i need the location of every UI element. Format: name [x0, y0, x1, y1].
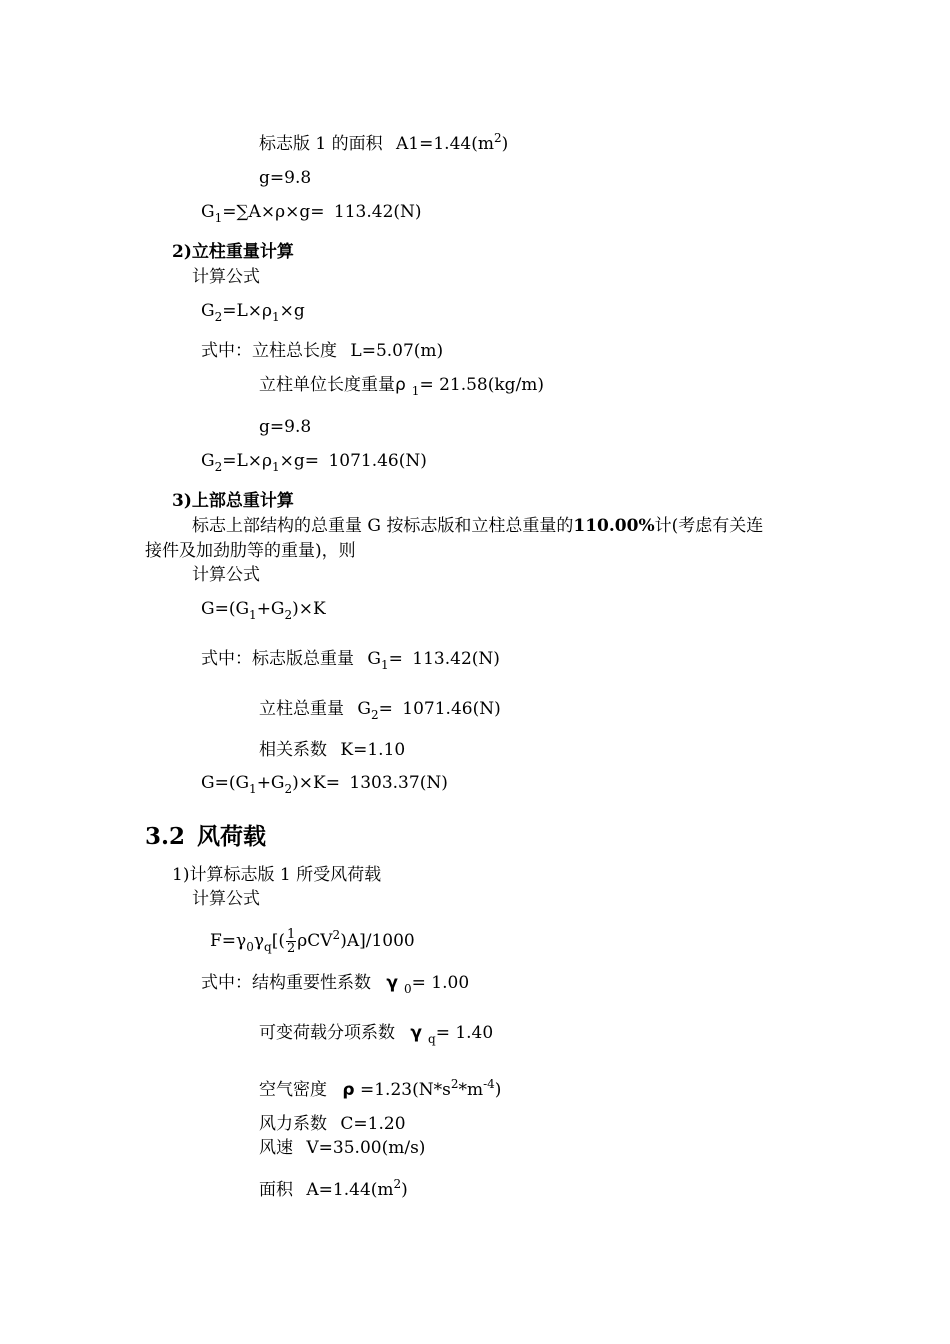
coef-line: 相关系数 K=1.10 [259, 740, 406, 760]
area-line: 面积 $A=1.44(m^2)$ [259, 1177, 408, 1200]
calc-formula-label-3: 计算公式 [192, 889, 260, 909]
gammaq-value: = 1.40 [435, 1023, 494, 1043]
coef-value: K=1.10 [340, 740, 406, 760]
gk-result: 1303.37(N) [349, 773, 448, 793]
board-area-label: 标志版 1 的面积 [259, 134, 383, 154]
calc-formula-label-1: 计算公式 [192, 267, 260, 287]
col-length-value: L=5.07(m) [350, 341, 444, 361]
fraction: $\frac{1}{2}$ [286, 927, 296, 956]
col-unit-weight-line: 立柱单位长度重量ρ $_1$= 21.58(kg/m) [259, 375, 545, 398]
paragraph-line-2: 接件及加劲肋等的重量)，则 [145, 541, 356, 561]
wind-title: 1)计算标志版 1 所受风荷载 [172, 865, 382, 885]
gamma0-line: 式中：结构重要性系数 γ $_0$= 1.00 [201, 973, 470, 996]
gammaq-line: 可变荷载分项系数 γ $_q$= 1.40 [259, 1023, 494, 1046]
g2-result: 1071.46(N) [328, 451, 427, 471]
board-area-line: 标志版 1 的面积 $A1=1.44(m^2)$ [259, 131, 509, 154]
board-area-value: A1=1.44(m [396, 134, 494, 154]
air-density-value: =1.23(N*s [359, 1080, 451, 1100]
gamma0-value: = 1.00 [411, 973, 470, 993]
paragraph-line-1: 标志上部结构的总重量 G 按标志版和立柱总重量的110.00%计(考虑有关连 [192, 516, 764, 536]
calc-formula-label-2: 计算公式 [192, 565, 260, 585]
gravity-line-2: g=9.8 [259, 417, 312, 437]
wind-formula: $F=\gamma_0\gamma_q$[( $\frac{1}{2}$ ρCV$^2$)A]/1000 [210, 927, 415, 956]
g2-formula: $G_2=L\times\rho_1\times g$ [201, 301, 305, 324]
wind-speed-line: 风速 V=35.00(m/s) [259, 1138, 426, 1158]
g2-result-line: $G_2=L\times\rho_1\times g= 1071.46(N)$ [201, 451, 427, 474]
air-density-line: 空气密度 $\rho =1.23(N*s^2*m^{-4})$ [259, 1077, 502, 1100]
wind-coef-value: C=1.20 [340, 1114, 406, 1134]
wind-speed-value: V=35.00(m/s) [306, 1138, 426, 1158]
g2-value: 1071.46(N) [402, 699, 501, 719]
gravity-line-1: g=9.8 [259, 168, 312, 188]
gk-formula: $G=(G_1+G_2)\times K$ [201, 599, 326, 622]
wind-coef-line: 风力系数 C=1.20 [259, 1114, 406, 1134]
col-length-line: 式中：立柱总长度 L=5.07(m) [201, 341, 444, 361]
col-unit-weight-value: = 21.58(kg/m) [419, 375, 545, 395]
section-3-title: 3)上部总重计算 [172, 491, 294, 511]
heading-3-2: 3.2 风荷载 [145, 823, 267, 850]
section-2-title: 2)立柱重量计算 [172, 242, 294, 262]
g1-value: 113.42(N) [412, 649, 500, 669]
g1-formula-line: $G_1=\sum A\times\rho\times g= 113.42(N)$ [201, 202, 422, 225]
col-total-line: 立柱总重量 $G_2= 1071.46(N)$ [259, 699, 501, 722]
board-total-line: 式中：标志版总重量 $G_1= 113.42(N)$ [201, 649, 500, 672]
area-value: A=1.44(m [306, 1180, 394, 1200]
g1-result: 113.42(N) [333, 202, 422, 222]
gk-result-line: $G=(G_1+G_2)\times K= 1303.37(N)$ [201, 773, 448, 796]
